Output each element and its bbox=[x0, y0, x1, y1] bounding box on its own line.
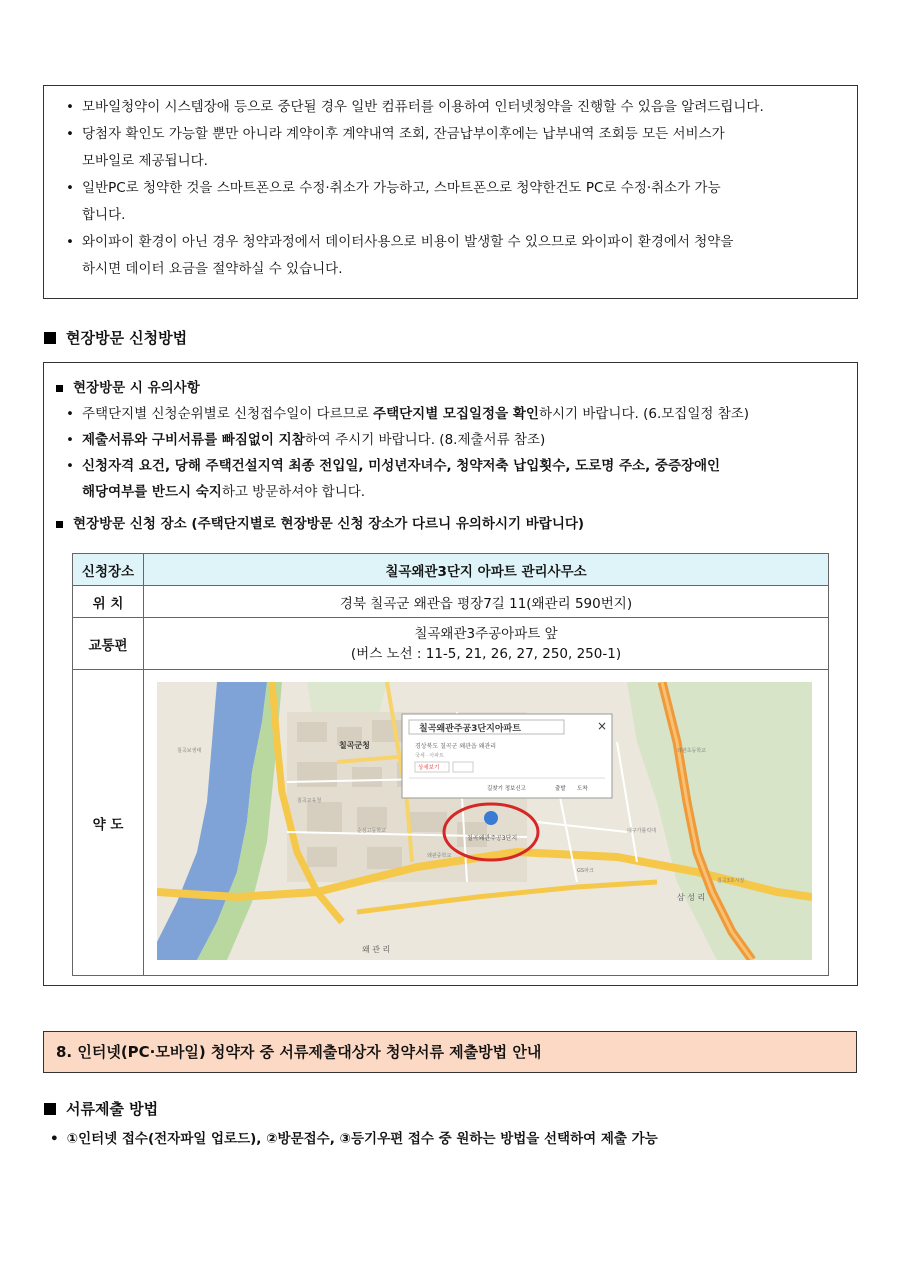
caution-1 bbox=[44, 401, 857, 427]
notice-bullet-1 bbox=[44, 94, 857, 121]
caution-bold: 신청자격 요건, 당해 주택건설지역 최종 전입일, 미성년자녀수, 청약저축 납입횟수, 도로명 주소, 중증장애인 bbox=[82, 458, 721, 474]
map-graphic bbox=[157, 682, 812, 960]
section-visit-heading bbox=[44, 327, 187, 348]
notice-text: 모바일청약이 시스템장애 등으로 중단될 경우 일반 컴퓨터를 이용하여 인터넷청약을 진행할 수 있음을 알려드립니다. bbox=[82, 99, 764, 115]
svg-text:칠곡교육청: 칠곡교육청 bbox=[297, 798, 322, 804]
svg-text:왜관초등학교: 왜관초등학교 bbox=[677, 748, 706, 754]
map-popup-btn1: 상세보기 bbox=[418, 765, 440, 771]
svg-text:칠곡3호시장: 칠곡3호시장 bbox=[717, 878, 745, 884]
notice-text: 합니다. bbox=[82, 207, 126, 223]
caution-text: 하여 주시기 바랍니다. (8.제출서류 참조) bbox=[304, 432, 546, 448]
location-value: 경북 칠곡군 왜관읍 평장7길 11(왜관리 590번지) bbox=[144, 586, 829, 618]
svg-text:GS파크: GS파크 bbox=[577, 868, 594, 874]
square-bullet-icon bbox=[44, 1103, 56, 1115]
section8-title: 8. 인터넷(PC·모바일) 청약자 중 서류제출대상자 청약서류 제출방법 안내 bbox=[56, 1043, 542, 1061]
bullet-dot: • bbox=[66, 180, 74, 196]
section-docs-heading bbox=[44, 1098, 158, 1119]
map-popup-btn2: 길찾기 정보신고 bbox=[487, 786, 526, 792]
map-popup-sub: 국세 · 아파트 bbox=[415, 753, 444, 759]
place-value: 칠곡왜관3단지 아파트 관리사무소 bbox=[144, 554, 829, 586]
notice-bullet-4 bbox=[44, 229, 857, 283]
transport-label: 교통편 bbox=[73, 618, 144, 670]
map-label-waegwan: 왜 관 리 bbox=[362, 945, 391, 954]
cautions-heading bbox=[44, 375, 857, 401]
svg-text:×: × bbox=[597, 719, 608, 733]
place-title: 현장방문 신청 장소 (주택단지별로 현장방문 신청 장소가 다르니 유의하시기 바랍니다) bbox=[73, 516, 585, 532]
caution-3 bbox=[44, 453, 857, 505]
bullet-dot: • bbox=[66, 432, 74, 448]
notice-bullet-3 bbox=[44, 175, 857, 229]
notice-text: 하시면 데이터 요금을 절약하실 수 있습니다. bbox=[82, 261, 343, 277]
map-label-apartment: 칠곡왜관주공3단지 bbox=[467, 835, 518, 842]
caution-text: 하고 방문하셔야 합니다. bbox=[221, 484, 366, 500]
map-popup-address: 경상북도 칠곡군 왜관읍 왜관리 bbox=[415, 743, 497, 750]
cautions-title: 현장방문 시 유의사항 bbox=[73, 380, 200, 396]
small-square-icon bbox=[56, 521, 63, 528]
caution-bold: 제출서류와 구비서류를 빠짐없이 지참 bbox=[82, 432, 305, 448]
small-square-icon bbox=[56, 385, 63, 392]
caution-2 bbox=[44, 427, 857, 453]
notice-box bbox=[43, 85, 858, 299]
map-popup-btn3: 출발 bbox=[555, 786, 566, 792]
section-visit-title: 현장방문 신청방법 bbox=[66, 329, 188, 347]
notice-text: 일반PC로 청약한 것을 스마트폰으로 수정·취소가 가능하고, 스마트폰으로 청약한건도 PC로 수정·취소가 가능 bbox=[82, 180, 721, 196]
bullet-dot: • bbox=[50, 1131, 59, 1147]
place-heading bbox=[44, 511, 857, 537]
square-bullet-icon bbox=[44, 332, 56, 344]
docs-bullet bbox=[50, 1127, 658, 1151]
bullet-dot: • bbox=[66, 126, 74, 142]
transport-line-2: (버스 노선 : 11-5, 21, 26, 27, 250, 250-1) bbox=[350, 645, 622, 662]
table-row bbox=[73, 554, 829, 586]
table-row bbox=[73, 618, 829, 670]
notice-text: 모바일로 제공됩니다. bbox=[82, 153, 208, 169]
notice-text: 당첨자 확인도 가능할 뿐만 아니라 계약이후 계약내역 조회, 잔금납부이후에는 납부내역 조회등 모든 서비스가 bbox=[82, 126, 725, 142]
notice-bullet-2 bbox=[44, 121, 857, 175]
location-map[interactable] bbox=[157, 682, 812, 960]
map-label: 약 도 bbox=[73, 670, 144, 976]
bullet-dot: • bbox=[66, 458, 74, 474]
caution-bold: 해당여부를 반드시 숙지 bbox=[82, 484, 222, 500]
caution-text: 주택단지별 신청순위별로 신청접수일이 다르므로 bbox=[82, 406, 374, 422]
place-label: 신청장소 bbox=[73, 554, 144, 586]
svg-text:순심고등학교: 순심고등학교 bbox=[357, 828, 386, 834]
svg-text:칠곡보생태: 칠곡보생태 bbox=[177, 748, 202, 754]
svg-text:왜관중학교: 왜관중학교 bbox=[427, 853, 452, 859]
transport-line-1: 칠곡왜관3주공아파트 앞 bbox=[414, 625, 558, 642]
section-docs-title: 서류제출 방법 bbox=[66, 1100, 159, 1118]
caution-bold: 주택단지별 모집일정을 확인 bbox=[373, 406, 539, 422]
location-pin-icon bbox=[484, 811, 498, 825]
caution-text: 하시기 바랍니다. (6.모집일정 참조) bbox=[538, 406, 750, 422]
map-label-office: 칠곡군청 bbox=[339, 741, 370, 750]
svg-text:대구가톨릭대: 대구가톨릭대 bbox=[627, 828, 656, 834]
transport-value bbox=[144, 618, 829, 670]
table-row bbox=[73, 586, 829, 618]
docs-bullet-text: ①인터넷 접수(전자파일 업로드), ②방문접수, ③등기우편 접수 중 원하는 방법을 선택하여 제출 가능 bbox=[66, 1131, 658, 1147]
map-label-samsung: 삼 성 리 bbox=[677, 893, 706, 902]
section8-title-box bbox=[43, 1031, 857, 1073]
map-popup-btn4: 도착 bbox=[577, 786, 588, 792]
bullet-dot: • bbox=[66, 406, 74, 422]
map-popup-title: 칠곡왜관주공3단지아파트 bbox=[419, 724, 521, 734]
bullet-dot: • bbox=[66, 99, 74, 115]
notice-text: 와이파이 환경이 아닌 경우 청약과정에서 데이터사용으로 비용이 발생할 수 있으므로 와이파이 환경에서 청약을 bbox=[82, 234, 734, 250]
location-label: 위 치 bbox=[73, 586, 144, 618]
bullet-dot: • bbox=[66, 234, 74, 250]
